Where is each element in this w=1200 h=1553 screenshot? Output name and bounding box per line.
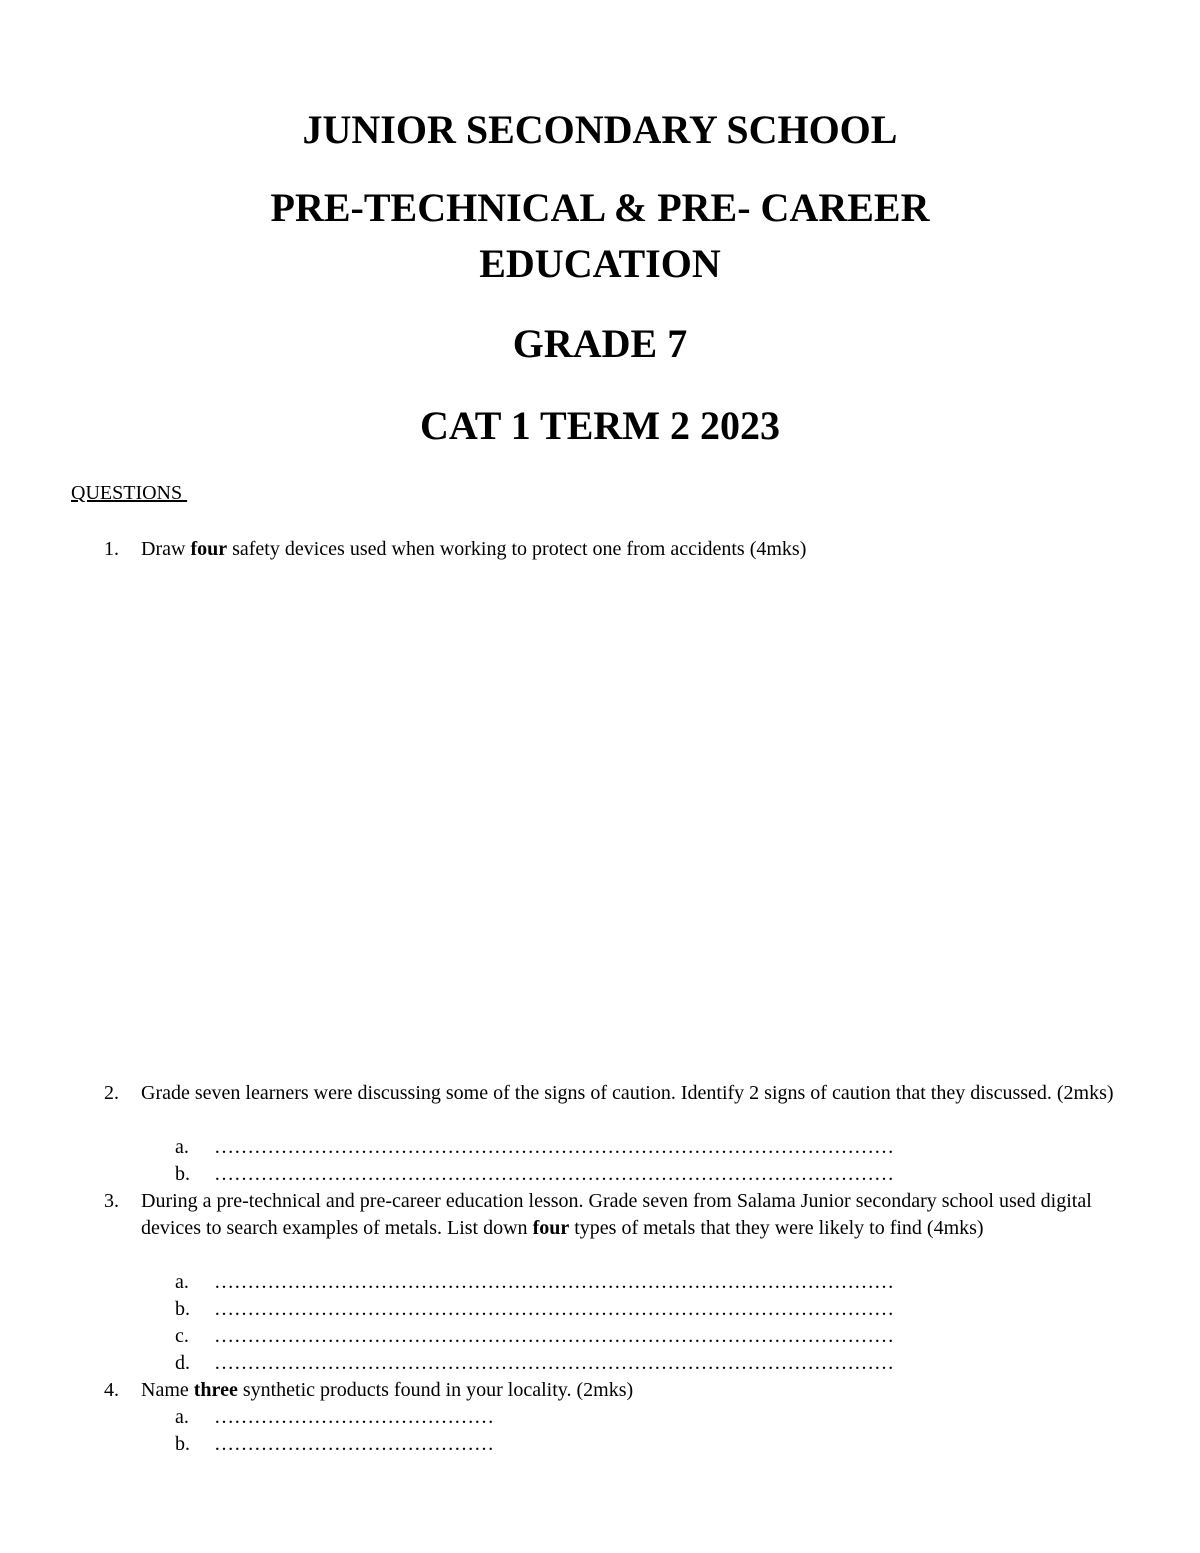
- answer-dots: ……………………………………: [214, 1406, 494, 1428]
- question-number: 4.: [104, 1379, 119, 1401]
- answer-dots: …………………………………………………………………………………………: [214, 1325, 894, 1347]
- answer-dots: …………………………………………………………………………………………: [214, 1298, 894, 1320]
- answer-line[interactable]: [0, 1431, 1200, 1458]
- answer-letter: a.: [175, 1406, 189, 1428]
- answer-letter: a.: [175, 1136, 189, 1158]
- subject-title-line2: EDUCATION: [479, 241, 721, 286]
- answer-letter: b.: [175, 1433, 190, 1455]
- answer-line[interactable]: [0, 1323, 1200, 1350]
- question-text: Draw four safety devices used when working to protect one from accidents (4mks): [141, 538, 807, 560]
- question-text: During a pre-technical and pre-career education lesson. Grade seven from Salama Junior secondary school used digital devices to search examples of metals. List down four types of metals that they were likely to find (4mks): [141, 1190, 1092, 1239]
- answer-dots: …………………………………………………………………………………………: [214, 1352, 894, 1374]
- answer-letter: b.: [175, 1163, 190, 1185]
- subject-title-line1: PRE-TECHNICAL & PRE- CAREER: [270, 185, 930, 230]
- answer-letter: b.: [175, 1298, 190, 1320]
- answer-line[interactable]: [0, 1269, 1200, 1296]
- answer-letter: d.: [175, 1352, 190, 1374]
- answer-dots: …………………………………………………………………………………………: [214, 1136, 894, 1158]
- answer-line[interactable]: [0, 1161, 1200, 1188]
- answer-line[interactable]: [0, 1134, 1200, 1161]
- answer-dots: ……………………………………: [214, 1433, 494, 1455]
- answer-line[interactable]: [0, 1296, 1200, 1323]
- answer-line[interactable]: [0, 1404, 1200, 1431]
- answer-letter: a.: [175, 1271, 189, 1293]
- answer-line[interactable]: [0, 1350, 1200, 1377]
- exam-title: CAT 1 TERM 2 2023: [419, 403, 781, 448]
- answer-dots: …………………………………………………………………………………………: [214, 1271, 894, 1293]
- grade-title: GRADE 7: [512, 321, 688, 366]
- question-number: 3.: [104, 1190, 119, 1212]
- question-number: 1.: [104, 538, 119, 560]
- questions-heading: QUESTIONS: [71, 482, 188, 504]
- answer-dots: …………………………………………………………………………………………: [214, 1163, 894, 1185]
- question-number: 2.: [104, 1082, 119, 1104]
- school-title: JUNIOR SECONDARY SCHOOL: [302, 107, 898, 152]
- answer-letter: c.: [175, 1325, 189, 1347]
- question-text: Name three synthetic products found in your locality. (2mks): [141, 1379, 634, 1401]
- question-text: Grade seven learners were discussing some of the signs of caution. Identify 2 signs of caution that they discussed. (2mks): [141, 1082, 1114, 1104]
